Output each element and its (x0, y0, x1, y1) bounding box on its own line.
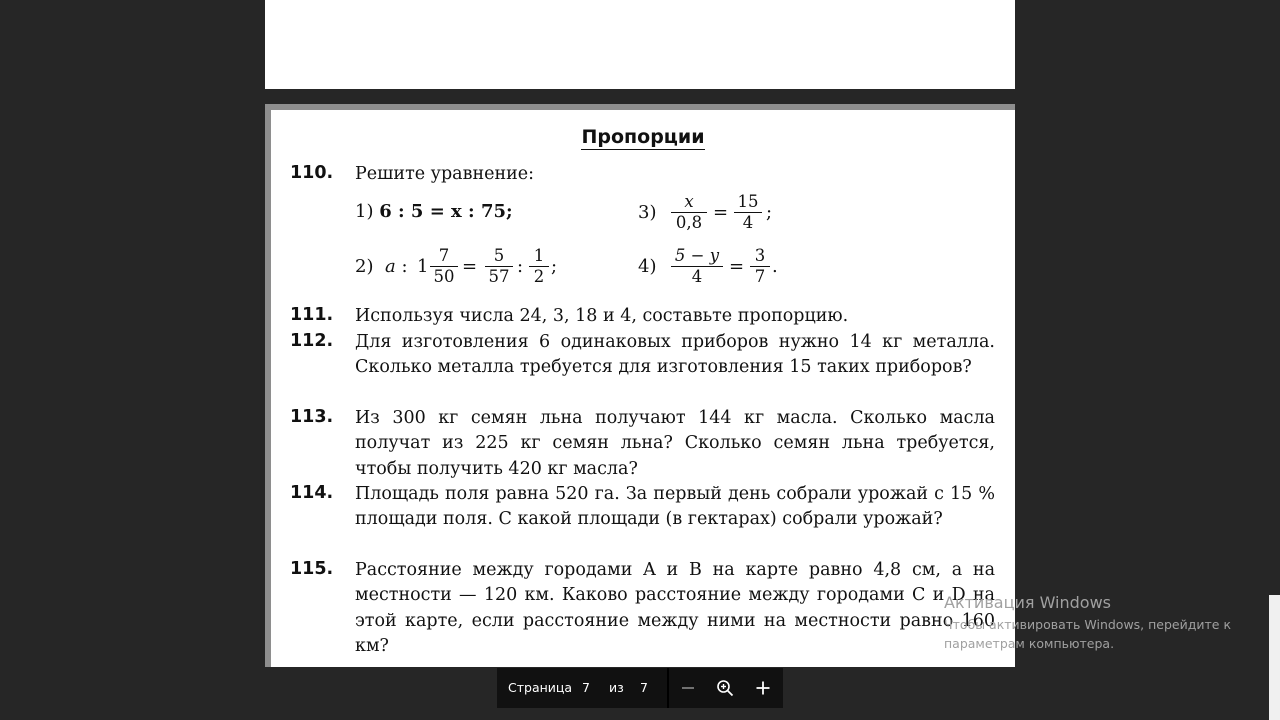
current-page (265, 104, 1015, 667)
equation-3-label: 3) (638, 202, 657, 223)
zoom-out-button[interactable] (674, 674, 702, 702)
period: . (772, 256, 778, 277)
fraction-numerator: 15 (734, 192, 762, 213)
problem-number: 110. (290, 163, 334, 183)
fraction-denominator: 57 (488, 267, 510, 286)
fraction (430, 246, 458, 287)
problem-text: Расстояние между городами A и B на карте равно 4,8 см, а на местности — 120 км. Каково расстояние между городами C и D на этой карте, если расстояние между ними на местности равно 160 км? (355, 560, 995, 657)
page-indicator (497, 668, 667, 708)
problem-text: Решите уравнение: (355, 164, 535, 184)
windows-activation-watermark (944, 593, 1231, 653)
whole-part: 1 (417, 256, 429, 277)
page-toolbar (497, 668, 783, 708)
magnifier-icon (716, 679, 734, 697)
fraction-numerator: 5 (485, 246, 513, 267)
toolbar-divider (667, 668, 669, 708)
equals-sign: = (462, 256, 478, 277)
fraction-denominator: 2 (533, 267, 545, 286)
page-label: Страница (508, 680, 573, 695)
equation-1-body: 6 : 5 = x : 75; (379, 201, 513, 222)
problem-text: Из 300 кг семян льна получают 144 кг масла. Сколько масла получат из 225 кг семян льна? Сколько семян льна требуется, чтобы получить 420 кг масла? (355, 408, 995, 479)
scrollbar-thumb[interactable] (1269, 595, 1280, 720)
fraction-denominator: 50 (433, 267, 455, 286)
current-page-number[interactable]: 7 (582, 680, 590, 695)
minus-icon (680, 680, 696, 696)
problem-number: 115. (290, 559, 334, 579)
fraction (529, 246, 549, 287)
plus-icon (755, 680, 771, 696)
fraction-numerator: 1 (529, 246, 549, 267)
equation-1-label: 1) (355, 201, 374, 222)
variable: a (385, 256, 396, 277)
fraction (671, 246, 723, 287)
total-pages: 7 (640, 680, 648, 695)
problem-number: 111. (290, 305, 334, 325)
watermark-title: Активация Windows (944, 593, 1111, 612)
equation-2-variable: a : (385, 256, 408, 277)
fraction-denominator: 4 (742, 213, 754, 232)
fraction (750, 246, 770, 287)
fraction (485, 246, 513, 287)
of-label: из (609, 680, 624, 695)
fraction-numerator: 3 (750, 246, 770, 267)
watermark-line-1: Чтобы активировать Windows, перейдите к (944, 617, 1232, 632)
equals-sign: = (713, 202, 729, 223)
zoom-button[interactable] (711, 674, 739, 702)
previous-page (265, 0, 1015, 89)
fraction-denominator: 7 (754, 267, 766, 286)
problem-text: Используя числа 24, 3, 18 и 4, составьте пропорцию. (355, 306, 849, 326)
problem-number: 113. (290, 407, 334, 427)
semicolon: ; (766, 202, 773, 223)
fraction-denominator: 0,8 (675, 213, 703, 232)
fraction-numerator: 7 (430, 246, 458, 267)
fraction-denominator: 4 (691, 267, 703, 286)
fraction-numerator: x (684, 192, 694, 211)
colon: : (517, 256, 524, 277)
equation-2-label: 2) (355, 256, 374, 277)
equation-1 (355, 200, 513, 224)
fraction (734, 192, 762, 233)
problem-number: 114. (290, 483, 334, 503)
problem-text: Для изготовления 6 одинаковых приборов нужно 14 кг металла. Сколько металла требуется для изготовления 15 таких приборов? (355, 332, 995, 378)
page-title-text: Пропорции (581, 126, 705, 148)
fraction (671, 192, 707, 233)
equation-4-label: 4) (638, 256, 657, 277)
fraction-numerator: 5 − y (674, 246, 720, 265)
page-title (265, 126, 1015, 148)
zoom-in-button[interactable] (749, 674, 777, 702)
problem-text: Площадь поля равна 520 га. За первый день собрали урожай с 15 % площади поля. С какой площади (в гектарах) собрали урожай? (355, 484, 995, 530)
watermark-line-2: параметрам компьютера. (944, 636, 1115, 651)
equals-sign: = (729, 256, 745, 277)
problem-number: 112. (290, 331, 334, 351)
semicolon: ; (551, 256, 558, 277)
